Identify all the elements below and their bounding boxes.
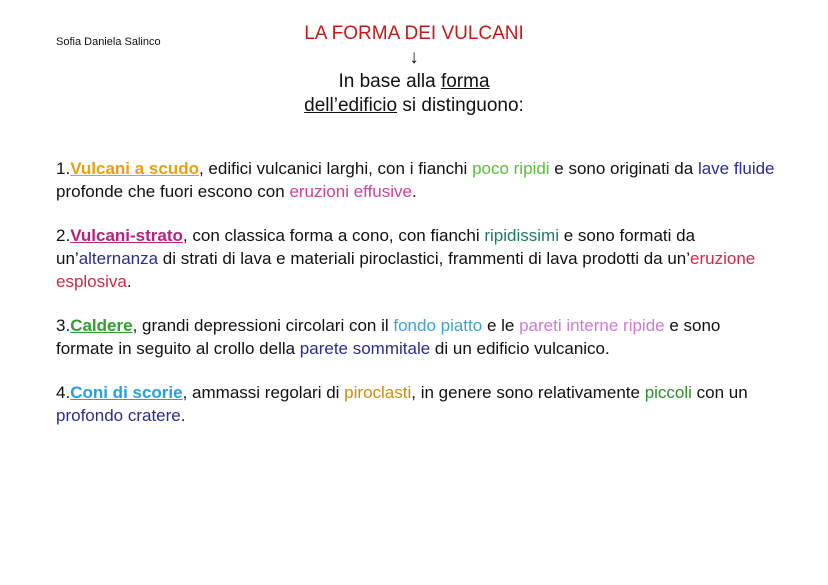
paragraph-text: parete sommitale: [299, 339, 431, 358]
paragraph-text: pareti interne ripide: [519, 316, 665, 335]
paragraph-text: , edifici vulcanici larghi, con i fianchi: [198, 159, 473, 178]
paragraph-text: lave fluide: [697, 159, 775, 178]
subtitle-underlined-forma: forma: [440, 71, 490, 92]
paragraph-text: .: [411, 182, 417, 201]
paragraph-text: .: [180, 406, 186, 425]
volcano-type-term: Vulcani a scudo: [70, 159, 199, 178]
paragraph-text: , grandi depressioni circolari con il: [132, 316, 394, 335]
header-block: [254, 22, 574, 118]
list-item: [56, 224, 776, 293]
volcano-type-list: [56, 157, 776, 448]
paragraph-text: , con classica forma a cono, con fianchi: [182, 226, 485, 245]
list-item: [56, 157, 776, 203]
subtitle-text: In base alla: [338, 71, 441, 92]
paragraph-text: alternanza: [78, 249, 159, 268]
paragraph-text: e sono originati da: [549, 159, 698, 178]
paragraph-text: piroclasti: [344, 383, 412, 402]
volcano-type-term: Caldere: [70, 316, 133, 335]
paragraph-text: 3.: [56, 316, 71, 335]
list-item: [56, 381, 776, 427]
volcano-type-term: Vulcani-strato: [70, 226, 183, 245]
paragraph-text: di un edificio vulcanico.: [430, 339, 610, 358]
volcano-type-term: Coni di scorie: [70, 383, 183, 402]
paragraph-text: 2.: [56, 226, 71, 245]
list-item: [56, 314, 776, 360]
paragraph-text: profondo cratere: [56, 406, 181, 425]
paragraph-text: 4.: [56, 383, 71, 402]
paragraph-text: e sono formati da un’: [56, 226, 696, 268]
paragraph-text: eruzioni effusive: [289, 182, 412, 201]
subtitle-text: si distinguono:: [397, 95, 524, 116]
subtitle-line-2: [254, 94, 574, 118]
paragraph-text: profonde che fuori escono con: [56, 182, 290, 201]
paragraph-text: di strati di lava e materiali piroclastici, frammenti di lava prodotti da un’: [158, 249, 691, 268]
paragraph-text: poco ripidi: [472, 159, 550, 178]
paragraph-text: e le: [482, 316, 520, 335]
paragraph-text: eruzione esplosiva: [56, 249, 756, 291]
author-name: Sofia Daniela Salinco: [56, 36, 161, 48]
paragraph-text: ripidissimi: [484, 226, 559, 245]
paragraph-text: fondo piatto: [393, 316, 483, 335]
subtitle-line-1: [254, 70, 574, 94]
subtitle-underlined-edificio: dell’edificio: [304, 95, 398, 116]
paragraph-text: .: [126, 272, 132, 291]
paragraph-text: , in genere sono relativamente: [411, 383, 645, 402]
paragraph-text: , ammassi regolari di: [182, 383, 345, 402]
paragraph-text: e sono formate in seguito al crollo della: [56, 316, 721, 358]
paragraph-text: con un: [691, 383, 748, 402]
paragraph-text: 1.: [56, 159, 71, 178]
down-arrow-icon: ↓: [409, 47, 419, 68]
paragraph-text: piccoli: [644, 383, 692, 402]
page-title: LA FORMA DEI VULCANI: [304, 23, 524, 44]
